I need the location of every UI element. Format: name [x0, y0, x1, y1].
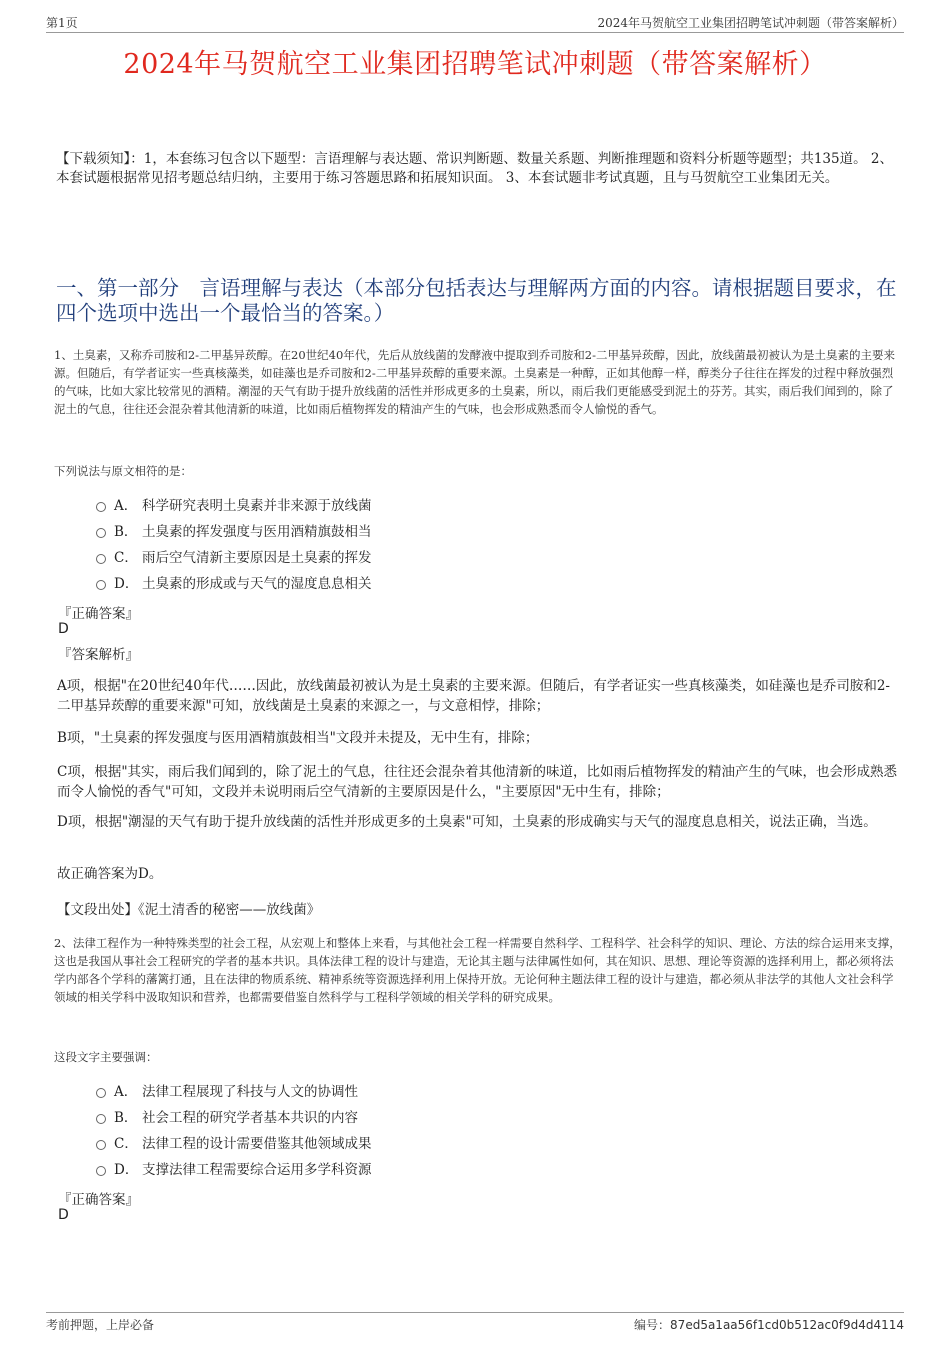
- q1-option-a[interactable]: A． 科学研究表明土臭素并非来源于放线菌: [96, 496, 372, 516]
- radio-icon[interactable]: [96, 528, 106, 538]
- radio-icon[interactable]: [96, 554, 106, 564]
- page-header: [46, 14, 904, 33]
- document-title: 2024年马贺航空工业集团招聘笔试冲刺题（带答案解析）: [123, 49, 827, 80]
- q1-passage: 1、土臭素，又称乔司胺和2-二甲基异莰醇。在20世纪40年代，先后从放线菌的发酵液中提取到乔司胺和2-二甲基异莰醇，因此，放线菌最初被认为是土臭素的主要来源。但随后，有学者证实一些真核藻类，如硅藻也是乔司胺和2-二甲基异莰醇的重要来源。土臭素是一种醇，正如其他醇一样，醇类分子往往在挥发的过程中释放强烈的气味，比如大家比较常见的酒精。潮湿的天气有助于提升放线菌的活性并形成更多的土臭素，所以，雨后我们更能感受到泥土的芬芳。其实，雨后我们闻到的，除了泥土的气息，往往还会混杂着其他清新的味道，比如雨后植物挥发的精油产生的气味，也会形成熟悉而令人愉悦的香气。: [54, 348, 895, 416]
- q2-option-c[interactable]: C． 法律工程的设计需要借鉴其他领域成果: [96, 1134, 372, 1154]
- q1-analysis-tag: 『答案解析』: [58, 647, 139, 663]
- q1-analysis-conclusion: 故正确答案为D。: [57, 866, 163, 882]
- footer-code: 编号：87ed5a1aa56f1cd0b512ac0f9d4d4114: [634, 1318, 904, 1332]
- q1-option-b[interactable]: B． 土臭素的挥发强度与医用酒精旗鼓相当: [96, 522, 372, 542]
- radio-icon[interactable]: [96, 1114, 106, 1124]
- q2-option-b[interactable]: B． 社会工程的研究学者基本共识的内容: [96, 1108, 358, 1128]
- q2-option-a[interactable]: A． 法律工程展现了科技与人文的协调性: [96, 1082, 358, 1102]
- q1-answer-tag: 『正确答案』: [58, 606, 139, 622]
- q1-source: 【文段出处】《泥土清香的秘密——放线菌》: [57, 902, 321, 918]
- section-heading: 一、第一部分 言语理解与表达（本部分包括表达与理解两方面的内容。请根据题目要求，在四个选项中选出一个最恰当的答案。）: [56, 276, 897, 325]
- q1-question: 下列说法与原文相符的是：: [54, 464, 192, 478]
- radio-icon[interactable]: [96, 502, 106, 512]
- footer-slogan: 考前押题，上岸必备: [46, 1318, 155, 1332]
- q2-passage: 2、法律工程作为一种特殊类型的社会工程，从宏观上和整体上来看，与其他社会工程一样需要自然科学、工程科学、社会科学的知识、理论、方法的综合运用来支撑，这也是我国从事社会工程研究的学者的基本共识。具体法律工程的设计与建造，无论其主题与法律属性如何，其在知识、思想、理论等资源的选择利用上，都必须将法学内部各个学科的藩篱打通，且在法律的物质系统、精神系统等资源选择利用上保持开放。无论何种主题法律工程的设计与建造，都必须从非法学的其他人文社会科学领域的相关学科中汲取知识和营养，也都需要借鉴自然科学与工程科学领域的相关学科的研究成果。: [54, 936, 901, 1004]
- radio-icon[interactable]: [96, 1140, 106, 1150]
- q1-analysis-c: C项，根据"其实，雨后我们闻到的，除了泥土的气息，往往还会混杂着其他清新的味道，比如雨后植物挥发的精油产生的气味，也会形成熟悉而令人愉悦的香气"可知，文段并未说明雨后空气清新的主要原因是什么，"主要原因"无中生有，排除；: [57, 764, 898, 800]
- radio-icon[interactable]: [96, 580, 106, 590]
- page-footer: [46, 1312, 904, 1332]
- q2-option-d[interactable]: D． 支撑法律工程需要综合运用多学科资源: [96, 1160, 372, 1180]
- q1-answer: D: [58, 621, 69, 637]
- q2-answer: D: [58, 1207, 69, 1223]
- q2-answer-tag: 『正确答案』: [58, 1192, 139, 1208]
- q1-analysis-a: A项，根据"在20世纪40年代……因此，放线菌最初被认为是土臭素的主要来源。但随后，有学者证实一些真核藻类，如硅藻也是乔司胺和2-二甲基异莰醇的重要来源"可知，放线菌是土臭素的来源之一，与文意相悖，排除；: [57, 678, 890, 714]
- radio-icon[interactable]: [96, 1088, 106, 1098]
- page-number: 第1页: [46, 16, 78, 30]
- q1-analysis-d: D项，根据"潮湿的天气有助于提升放线菌的活性并形成更多的土臭素"可知，土臭素的形成确实与天气的湿度息息相关，说法正确，当选。: [57, 814, 877, 830]
- q1-analysis-b: B项，"土臭素的挥发强度与医用酒精旗鼓相当"文段并未提及，无中生有，排除；: [57, 730, 539, 746]
- download-notice: 【下载须知】：1，本套练习包含以下题型：言语理解与表达题、常识判断题、数量关系题、判断推理题和资料分析题等题型；共135道。 2、本套试题根据常见招考题总结归纳，主要用于练习答题思路和拓展知识面。 3、本套试题非考试真题，且与马贺航空工业集团无关。: [56, 151, 893, 186]
- q2-question: 这段文字主要强调：: [54, 1050, 158, 1064]
- header-doc-title: 2024年马贺航空工业集团招聘笔试冲刺题（带答案解析）: [597, 16, 904, 30]
- radio-icon[interactable]: [96, 1166, 106, 1176]
- q1-option-d[interactable]: D． 土臭素的形成或与天气的湿度息息相关: [96, 574, 372, 594]
- q1-option-c[interactable]: C． 雨后空气清新主要原因是土臭素的挥发: [96, 548, 372, 568]
